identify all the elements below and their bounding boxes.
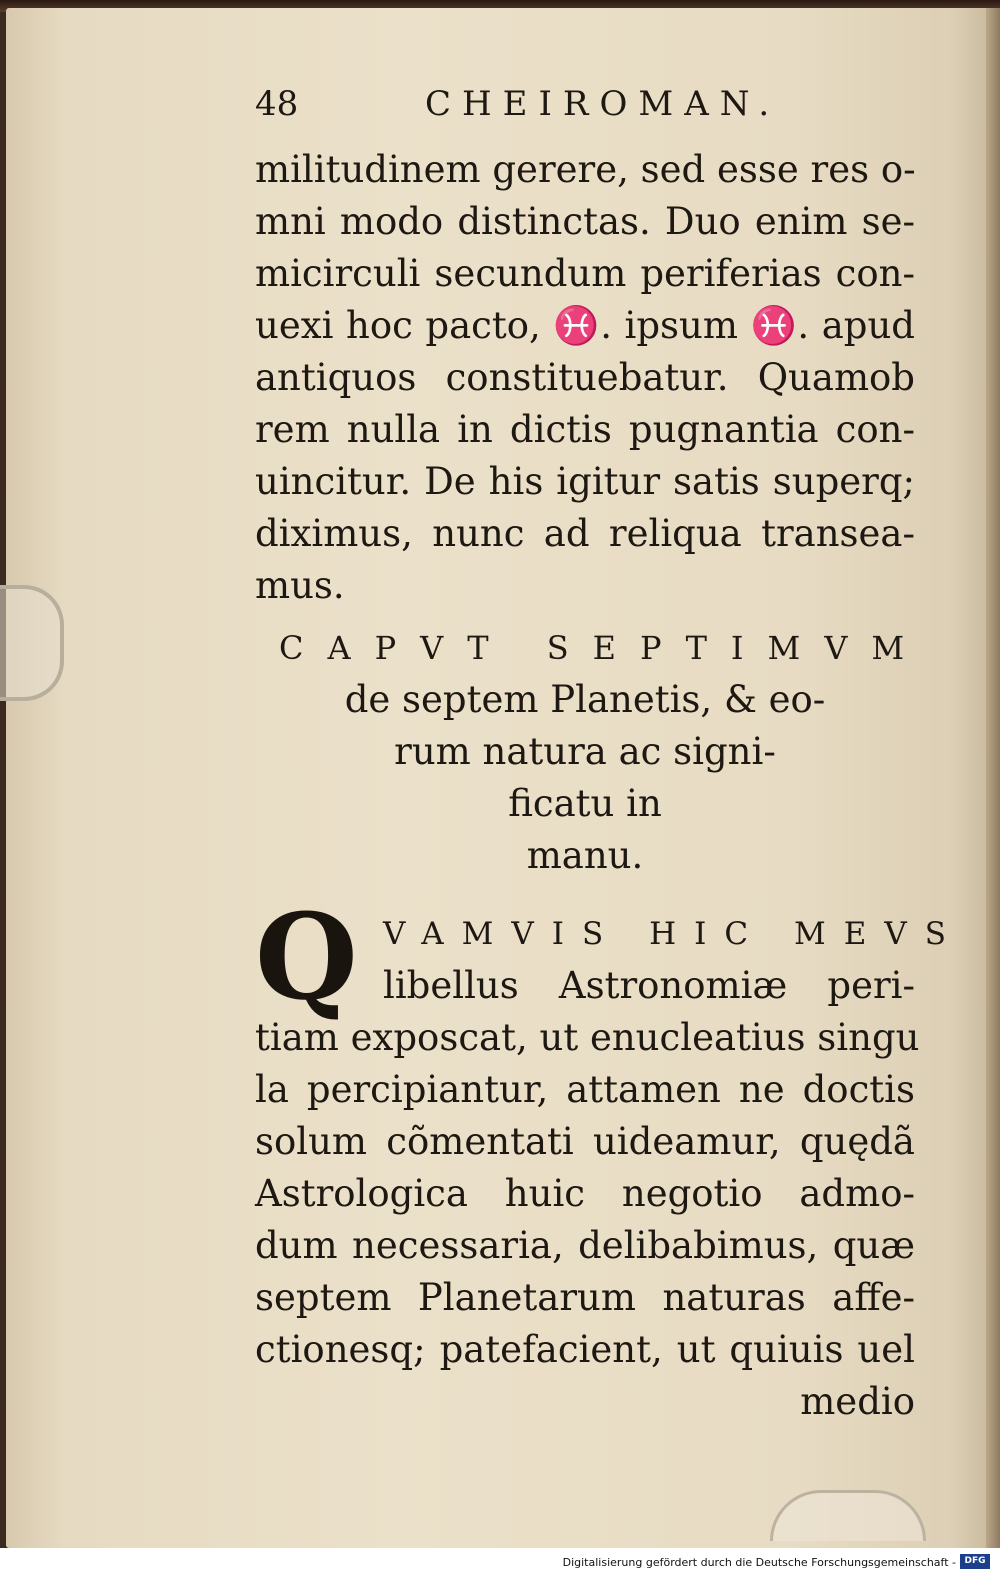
text-line: libellus Astronomiæ peri- — [383, 964, 915, 1007]
dfg-logo: DFG — [960, 1554, 990, 1569]
text-line: solum cõmentati uideamur, quędã — [255, 1120, 915, 1163]
text-line: septem Planetarum naturas affe- — [255, 1276, 915, 1319]
text-line: la percipiantur, attamen ne doctis — [255, 1068, 915, 1111]
text-line: diximus, nunc ad reliqua transea- — [255, 512, 915, 555]
text-line: Astrologica huic negotio admo- — [255, 1172, 915, 1215]
paragraph-1 — [255, 144, 915, 612]
bottom-clip — [770, 1490, 926, 1541]
text-line: uexi hoc pacto, ♓. ipsum ♓. apud — [255, 304, 915, 347]
page-number: 48 — [255, 84, 299, 124]
footer-bar — [0, 1548, 1000, 1573]
text-line: mus. — [255, 564, 345, 607]
page-clip — [0, 585, 64, 701]
chapter-subtitle-line: rum natura ac signi- — [394, 730, 776, 773]
text-line: dum necessaria, delibabimus, quæ — [255, 1224, 915, 1267]
text-line: tiam exposcat, ut enucleatius singu — [255, 1016, 920, 1059]
text-line: micirculi secundum periferias con- — [255, 252, 915, 295]
text-line: rem nulla in dictis pugnantia con- — [255, 408, 915, 451]
text-line: ctionesq; patefacient, ut quiuis uel — [255, 1328, 915, 1371]
text-line: militudinem gerere, sed esse res o- — [255, 148, 916, 191]
running-title: CHEIROMAN. — [425, 84, 781, 124]
chapter-heading: CAPVT SEPTIMVM — [279, 629, 929, 667]
chapter-subtitle-line: manu. — [526, 834, 644, 877]
page-edge — [986, 8, 1000, 1548]
chapter-subtitle-line: de septem Planetis, & eo- — [344, 678, 826, 721]
text-line: uincitur. De his igitur satis superq; — [255, 460, 915, 503]
catchword: medio — [800, 1380, 915, 1423]
chapter-subtitle-line: ficatu in — [508, 782, 662, 825]
text-line: VAMVIS HIC MEVS — [383, 916, 964, 952]
text-line: mni modo distinctas. Duo enim se- — [255, 200, 915, 243]
page-text — [255, 84, 964, 1428]
running-head — [255, 84, 915, 144]
drop-cap: Q — [255, 887, 358, 1026]
text-line: antiquos constituebatur. Quamob — [255, 356, 915, 399]
footer-credit: Digitalisierung gefördert durch die Deutsche Forschungsgemeinschaft - — [562, 1556, 956, 1569]
paragraph-2-opening — [255, 887, 964, 1026]
paragraph-2 — [255, 1012, 920, 1428]
